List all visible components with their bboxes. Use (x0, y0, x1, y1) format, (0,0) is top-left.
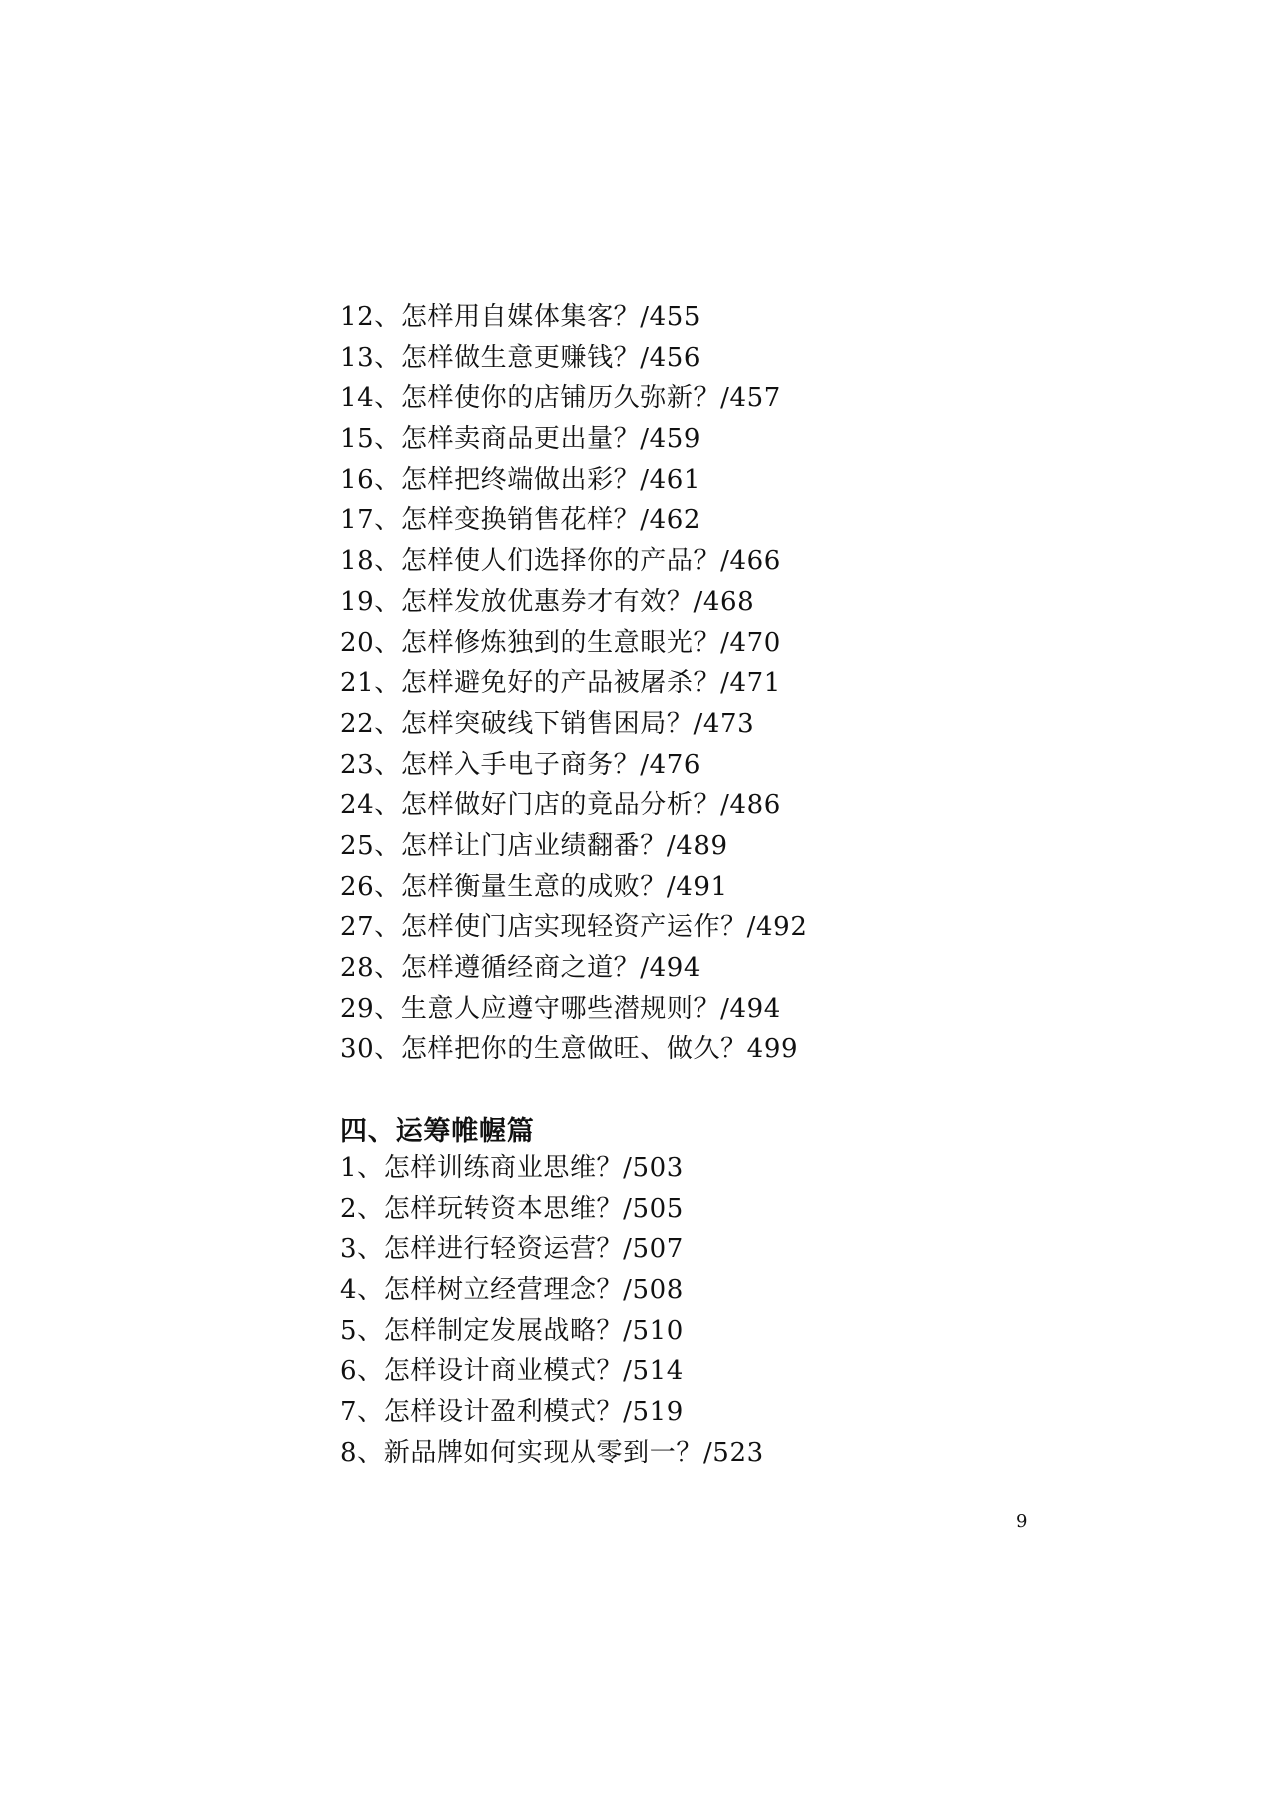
toc-entry[interactable]: 29、生意人应遵守哪些潜规则？/494 (340, 993, 781, 1024)
section-heading: 四、运筹帷幄篇 (340, 1116, 535, 1147)
toc-entry[interactable]: 18、怎样使人们选择你的产品？/466 (340, 546, 781, 577)
toc-entry[interactable]: 2、怎样玩转资本思维？/505 (340, 1193, 684, 1224)
toc-entry[interactable]: 1、怎样训练商业思维？/503 (340, 1153, 684, 1183)
toc-entry[interactable]: 16、怎样把终端做出彩？/461 (340, 464, 702, 495)
toc-entry[interactable]: 8、新品牌如何实现从零到一？/523 (340, 1437, 764, 1468)
toc-entry[interactable]: 28、怎样遵循经商之道？/494 (340, 953, 702, 983)
toc-entry[interactable]: 21、怎样避免好的产品被屠杀？/471 (340, 668, 781, 699)
toc-entry[interactable]: 3、怎样进行轻资运营？/507 (340, 1234, 684, 1265)
toc-list-section-four (340, 1148, 764, 1474)
toc-entry[interactable]: 27、怎样使门店实现轻资产运作？/492 (340, 912, 808, 943)
toc-entry[interactable]: 26、怎样衡量生意的成败？/491 (340, 871, 728, 902)
toc-list-continued (340, 297, 807, 1070)
toc-entry[interactable]: 13、怎样做生意更赚钱？/456 (340, 342, 702, 373)
toc-entry[interactable]: 7、怎样设计盈利模式？/519 (340, 1397, 684, 1428)
toc-entry[interactable]: 17、怎样变换销售花样？/462 (340, 505, 702, 536)
toc-entry[interactable]: 6、怎样设计商业模式？/514 (340, 1356, 684, 1387)
toc-entry[interactable]: 15、怎样卖商品更出量？/459 (340, 424, 702, 455)
toc-entry[interactable]: 23、怎样入手电子商务？/476 (340, 749, 702, 780)
toc-entry[interactable]: 19、怎样发放优惠券才有效？/468 (340, 586, 755, 617)
toc-entry[interactable]: 5、怎样制定发展战略？/510 (340, 1315, 684, 1346)
toc-entry[interactable]: 12、怎样用自媒体集客？/455 (340, 302, 702, 332)
toc-entry[interactable]: 4、怎样树立经营理念？/508 (340, 1275, 684, 1306)
toc-entry[interactable]: 14、怎样使你的店铺历久弥新？/457 (340, 383, 781, 414)
toc-entry[interactable]: 20、怎样修炼独到的生意眼光？/470 (340, 627, 781, 658)
toc-entry[interactable]: 24、怎样做好门店的竟品分析？/486 (340, 790, 781, 821)
toc-entry[interactable]: 30、怎样把你的生意做旺、做久？499 (340, 1034, 799, 1065)
page-number: 9 (1016, 1511, 1028, 1532)
toc-entry[interactable]: 22、怎样突破线下销售困局？/473 (340, 708, 755, 739)
toc-entry[interactable]: 25、怎样让门店业绩翻番？/489 (340, 830, 728, 861)
